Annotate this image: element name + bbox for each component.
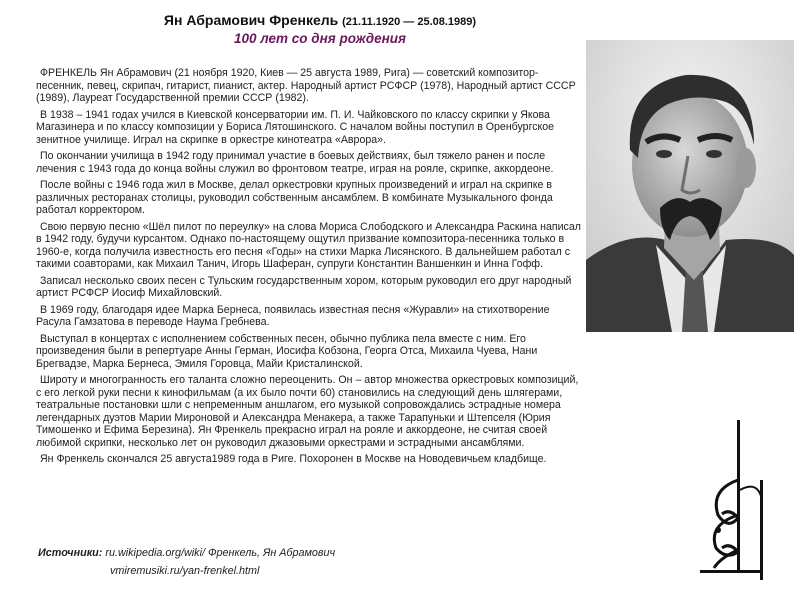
- paragraph: Свою первую песню «Шёл пилот по переулку» на слова Мориса Слободского и Александра Раскина написал в 1942 году, будучи курсантом. Однако по-настоящему ощутил призвание композитора-песенника только в 1960-е, когда получила известность его песня «Годы» на стихи Марка Лисянского. В дальнейшем работал с такими соавторами, как Михаил Танич, Игорь Шаферан, супруги Константин Ваншенкин и Инна Гофф.: [36, 220, 581, 270]
- paragraph: В 1969 году, благодаря идее Марка Бернеса, появилась известная песня «Журавли» на стихотворение Расула Гамзатова в переводе Наума Гребнева.: [36, 303, 550, 328]
- page-title: [0, 12, 640, 28]
- paragraph: В 1938 – 1941 годах учился в Киевской консерватории им. П. И. Чайковского по классу скрипки у Якова Магазинера и по классу композиции у Бориса Лятошинского. С началом войны поступил в Оренбургское зенитное училище. Играл на скрипке в оркестре кинотеатра «Аврора».: [36, 108, 555, 146]
- source-link-vmiremusiki[interactable]: vmiremusiki.ru/yan-frenkel.html: [110, 565, 260, 577]
- paragraph: ФРЕНКЕЛЬ Ян Абрамович (21 ноября 1920, Киев — 25 августа 1989, Рига) — советский композитор-песенник, певец, скрипач, гитарист, пианист, актер. Народный артист РСФСР (1978), Народный артист СССР (1989), Лауреат Государственной премии СССР (1982).: [36, 67, 576, 104]
- paragraph: Выступал в концертах с исполнением собственных песен, обычно публика пела вместе с ним. Его произведения были в репертуаре Анны Герман, Иосифа Кобзона, Георга Отса, Михаила Чуева, Нани Брегвадзе, Марка Бернеса, Эмиля Горовца, Майи Кристалинской.: [36, 332, 538, 370]
- paragraph: По окончании училища в 1942 году принимал участие в боевых действиях, был тяжело ранен и после лечения с 1943 года до конца войны служил во фронтовом театре, играя на рояле, скрипке, аккордеоне.: [36, 150, 554, 175]
- paragraph: Записал несколько своих песен с Тульским государственным хором, которым руководил его друг народный артист РСФСР Иосиф Михайловский.: [36, 274, 572, 299]
- life-dates: (21.11.1920 — 25.08.1989): [342, 16, 477, 28]
- paragraph: Ян Френкель скончался 25 августа1989 года в Риге. Похоронен в Москве на Новодевичьем кладбище.: [40, 453, 547, 465]
- source-link-wikipedia[interactable]: ru.wikipedia.org/wiki/ Френкель, Ян Абрамович: [105, 547, 336, 559]
- portrait-photo: [586, 40, 794, 332]
- anniversary-subtitle: 100 лет со дня рождения: [234, 31, 406, 46]
- sources: [38, 544, 558, 580]
- person-name: Ян Абрамович Френкель: [163, 12, 339, 28]
- paragraph: После войны с 1946 года жил в Москве, делал оркестровки крупных произведений и играл на скрипке в различных ресторанах столицы, руководил собственным ансамблем. В комбинате Музыкального фонда работал корректором.: [36, 179, 553, 216]
- corner-ornament: [700, 420, 780, 580]
- sources-label: Источники:: [38, 547, 103, 559]
- biography-text: [36, 67, 584, 470]
- paragraph: Широту и многогранность его таланта сложно переоценить. Он – автор множества оркестровых композиций, с его легкой руки песни к кинофильмам (а их было почти 60) становились на следующий день шлягерами, театральные постановки шли с непременным аншлагом, его музыкой сопровождались эстрадные номера легендарных дуэтов Марии Мироновой и Александра Менакера, а также Тарапуньки и Штепселя (Юрия Тимошенко и Ефима Березина). Ян Френкель прекрасно играл на рояле и аккордеоне, не считая своей любимой скрипки, несколько лет он руководил джазовыми оркестрами и эстрадными ансамблями.: [36, 374, 579, 449]
